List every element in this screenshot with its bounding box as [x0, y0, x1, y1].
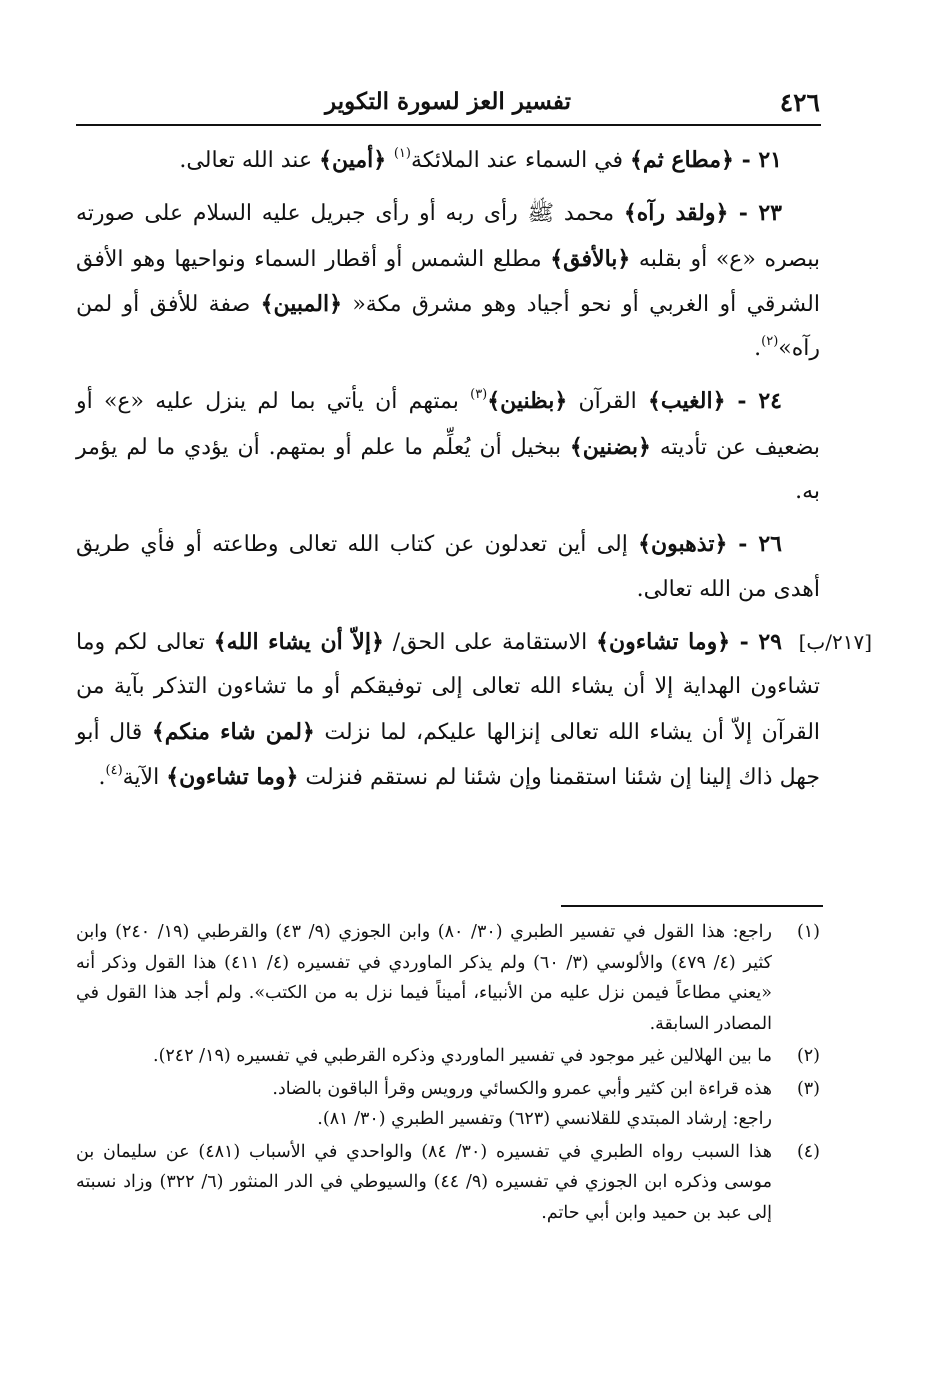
- quran-quote: ﴿وما تشاءون﴾: [596, 628, 731, 655]
- commentary-text: ببخيل أن يُعلِّم ما علم أو بمتهم. أن يؤدي ما لم يؤمر به.: [76, 434, 820, 505]
- verse-number: ٢٦ -: [727, 531, 782, 558]
- verse-26-commentary: [76, 522, 820, 612]
- footnote-number: (٤): [796, 1141, 820, 1162]
- quran-quote: ﴿بالأفق﴾: [550, 245, 631, 272]
- commentary-text: في السماء عند الملائكة: [410, 148, 631, 173]
- verse-number: ٢١ -: [733, 147, 782, 173]
- commentary-text: إلى أين تعدلون عن كتاب الله تعالى وطاعته أو فأي طريق أهدى من الله تعالى.: [76, 532, 820, 602]
- running-title: تفسير العز لسورة التكوير: [325, 88, 571, 115]
- footnote-number: (١): [796, 922, 820, 942]
- footnote-item: [76, 917, 820, 1039]
- commentary-text: الاستقامة على الحق/: [383, 629, 597, 655]
- footnote-text: [76, 917, 772, 1039]
- commentary-text: الآية: [122, 764, 167, 790]
- commentary-text: .: [754, 336, 762, 362]
- footnote-item: [76, 1137, 820, 1229]
- footnote-line: هذا السبب رواه الطبري في تفسيره (٣٠/ ٨٤) والواحدي في الأسباب (٤٨١) عن سليمان بن موسى وذكره ابن الجوزي في تفسيره (٩/ ٤٤) والسيوطي في الدر المنثور (٦/ ٣٢٢) وزاد نسبته إلى عبد بن حميد وابن أبي حاتم.: [76, 1141, 772, 1223]
- footnote-line: هذه قراءة ابن كثير وأبي عمرو والكسائي ورويس وقرأ الباقون بالضاد.: [272, 1078, 772, 1099]
- main-text: [76, 138, 872, 808]
- footnote-number: (٣): [796, 1078, 820, 1099]
- commentary-text: .: [98, 764, 106, 790]
- manuscript-folio-note: [٢١٧/ب]: [798, 629, 872, 654]
- footnote-line: راجع: هذا القول في تفسير الطبري (٣٠/ ٨٠) وابن الجوزي (٩/ ٤٣) والقرطبي (١٩/ ٢٤٠) وابن كثير (٤/ ٤٧٩) والألوسي (٣/ ٦٠) ولم يذكر الماوردي في تفسيره (٤/ ٤١١) هذا القول وذكر أنه «يعني مطاعاً فيمن نزل عليه من الأنبياء، أميناً فيما نزل به من الكتب». ولم أجد هذا القول في المصادر السابقة.: [76, 922, 772, 1034]
- verse-number: ٢٤ -: [725, 388, 782, 415]
- quran-quote: ﴿بضنين﴾: [569, 433, 651, 460]
- footnotes: [76, 917, 820, 1230]
- quran-quote: ﴿وما تشاءون﴾: [166, 763, 299, 790]
- page-number: ٤٢٦: [779, 88, 820, 117]
- commentary-text: صفة للأفق أو لمن رآه»: [76, 291, 820, 362]
- page-header: [76, 88, 820, 126]
- footnote-item: [76, 1074, 820, 1135]
- footnote-ref[interactable]: (٤): [105, 762, 123, 778]
- verse-21-commentary: [76, 138, 820, 183]
- commentary-text: تعالى لكم وما تشاءون الهداية إلا أن يشاء الله تعالى إلى توفيقكم أو ما تشاءون التذكر بآية من القرآن إلاّ أن يشاء الله تعالى إنزالها عليكم، لما نزلت: [76, 629, 821, 745]
- quran-quote: ﴿إلاّ أن يشاء الله﴾: [213, 628, 384, 655]
- verse-24-commentary: [76, 379, 820, 514]
- quran-quote: ﴿بظنين﴾: [487, 388, 568, 415]
- verse-number: ٢٩ -: [730, 628, 782, 655]
- footnote-line: ما بين الهلالين غير موجود في تفسير الماوردي وذكره القرطبي في تفسيره (١٩/ ٢٤٢).: [153, 1046, 772, 1066]
- quran-quote: ﴿تذهبون﴾: [638, 531, 728, 558]
- footnote-text: [76, 1074, 772, 1135]
- commentary-text: القرآن: [567, 389, 649, 415]
- quran-quote: ﴿المبين﴾: [260, 290, 342, 317]
- commentary-text: بمتهم أن يأتي بما لم ينزل عليه «ع» أو بضعيف عن تأديته: [76, 389, 820, 460]
- header-rule: [76, 124, 821, 126]
- footnote-separator: [561, 905, 823, 907]
- commentary-text: قال أبو جهل ذاك إلينا إن شئنا استقمنا وإن شئنا لم نستقم فنزلت: [76, 719, 820, 790]
- footnote-text: [76, 1041, 772, 1072]
- commentary-text: عند الله تعالى.: [179, 148, 320, 173]
- footnote-number: (٢): [796, 1046, 820, 1066]
- verse-29-commentary: [76, 620, 872, 800]
- quran-quote: ﴿أمين﴾: [319, 147, 394, 173]
- footnote-ref[interactable]: (٣): [470, 387, 488, 403]
- quran-quote: ﴿مطاع ثم﴾: [630, 147, 734, 173]
- verse-23-commentary: [76, 191, 820, 371]
- commentary-text: مطلع الشمس أو أقطار السماء ونواحيها وهو الأفق الشرقي أو الغربي أو نحو أجياد وهو مشرق مكة«: [76, 246, 821, 317]
- quran-quote: ﴿الغيب﴾: [648, 388, 726, 415]
- footnote-line: راجع: إرشاد المبتدي للقلانسي (٦٢٣) وتفسير الطبري (٣٠/ ٨١).: [317, 1109, 772, 1129]
- footnote-item: [76, 1041, 820, 1072]
- commentary-text: محمد ﷺ رأى ربه أو رأى جبريل عليه السلام على صورته ببصره «ع» أو بقلبه: [76, 201, 820, 272]
- footnote-ref[interactable]: (١): [393, 146, 411, 161]
- footnote-text: [76, 1137, 772, 1229]
- quran-quote: ﴿ولقد رآه﴾: [623, 200, 729, 227]
- footnote-ref[interactable]: (٢): [761, 334, 779, 350]
- quran-quote: ﴿لمن شاء منكم﴾: [151, 718, 315, 745]
- verse-number: ٢٣ -: [728, 200, 782, 227]
